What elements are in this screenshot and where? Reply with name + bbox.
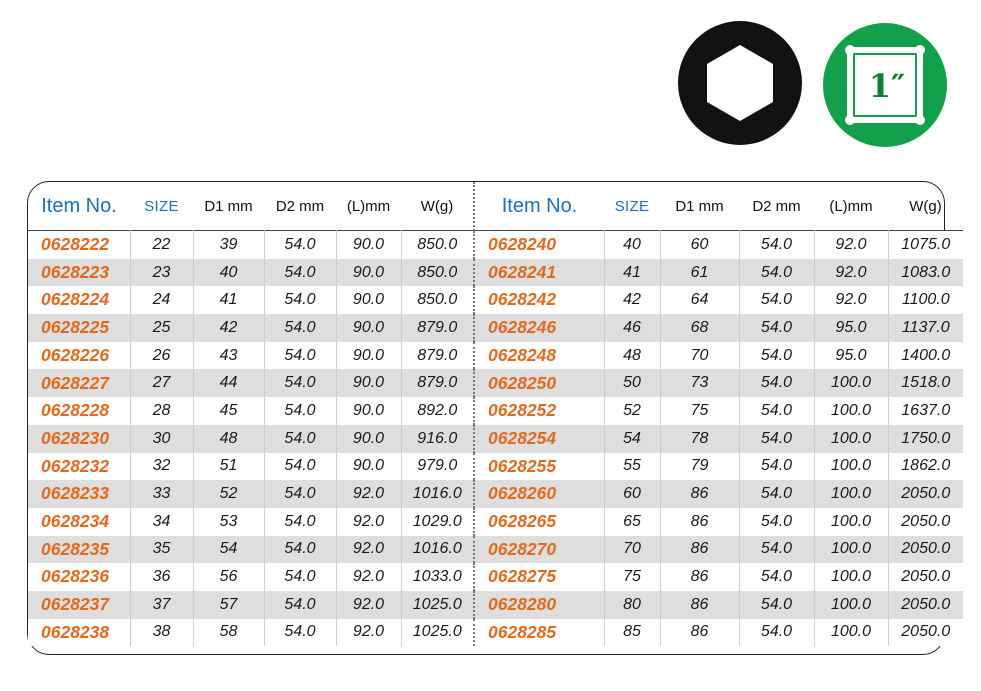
length-cell: 90.0 (336, 342, 401, 370)
d2-cell: 54.0 (264, 314, 336, 342)
weight-cell: 1029.0 (401, 508, 474, 536)
length-cell: 100.0 (814, 397, 888, 425)
d2-cell: 54.0 (264, 231, 336, 259)
length-cell: 92.0 (814, 259, 888, 287)
length-cell: 90.0 (336, 369, 401, 397)
weight-cell: 1137.0 (888, 314, 963, 342)
size-cell: 46 (604, 314, 660, 342)
size-cell: 55 (604, 453, 660, 481)
d1-cell: 61 (660, 259, 739, 287)
table-row (28, 231, 963, 259)
weight-cell: 2050.0 (888, 591, 963, 619)
weight-cell: 2050.0 (888, 508, 963, 536)
d2-cell: 54.0 (739, 591, 814, 619)
table-row (28, 508, 963, 536)
size-cell: 80 (604, 591, 660, 619)
weight-cell: 1075.0 (888, 231, 963, 259)
d1-cell: 86 (660, 619, 739, 647)
item-no-cell: 0628246 (474, 314, 604, 342)
d2-cell: 54.0 (739, 342, 814, 370)
table-row (28, 563, 963, 591)
size-cell: 32 (130, 453, 193, 481)
d1-cell: 42 (193, 314, 264, 342)
weight-cell: 2050.0 (888, 536, 963, 564)
table-row (28, 369, 963, 397)
size-cell: 26 (130, 342, 193, 370)
length-cell: 100.0 (814, 453, 888, 481)
size-cell: 36 (130, 563, 193, 591)
item-no-cell: 0628270 (474, 536, 604, 564)
weight-cell: 1025.0 (401, 619, 474, 647)
weight-cell: 1100.0 (888, 286, 963, 314)
size-cell: 22 (130, 231, 193, 259)
weight-cell: 850.0 (401, 286, 474, 314)
size-cell: 75 (604, 563, 660, 591)
item-no-cell: 0628238 (28, 619, 130, 647)
d2-cell: 54.0 (739, 619, 814, 647)
spec-table (27, 181, 951, 655)
d1-header-right: D1 mm (675, 197, 724, 215)
size-cell: 25 (130, 314, 193, 342)
d1-cell: 73 (660, 369, 739, 397)
length-cell: 90.0 (336, 453, 401, 481)
weight-cell: 1033.0 (401, 563, 474, 591)
square-drive-icon (823, 23, 947, 147)
d1-cell: 44 (193, 369, 264, 397)
table-row (28, 480, 963, 508)
d1-cell: 56 (193, 563, 264, 591)
weight-cell: 2050.0 (888, 563, 963, 591)
size-cell: 34 (130, 508, 193, 536)
length-cell: 90.0 (336, 231, 401, 259)
d2-cell: 54.0 (264, 508, 336, 536)
table-row (28, 425, 963, 453)
d1-cell: 75 (660, 397, 739, 425)
item-no-cell: 0628230 (28, 425, 130, 453)
d1-cell: 45 (193, 397, 264, 425)
d2-cell: 54.0 (264, 453, 336, 481)
item-no-cell: 0628248 (474, 342, 604, 370)
size-cell: 30 (130, 425, 193, 453)
item-no-header-right: Item No. (501, 194, 578, 217)
weight-cell: 850.0 (401, 259, 474, 287)
d2-cell: 54.0 (264, 536, 336, 564)
item-no-cell: 0628242 (474, 286, 604, 314)
item-no-cell: 0628250 (474, 369, 604, 397)
d1-cell: 86 (660, 480, 739, 508)
item-no-cell: 0628234 (28, 508, 130, 536)
d1-cell: 43 (193, 342, 264, 370)
weight-cell: 1637.0 (888, 397, 963, 425)
size-header-left: SIZE (144, 197, 179, 215)
item-no-cell: 0628280 (474, 591, 604, 619)
length-cell: 92.0 (336, 480, 401, 508)
length-cell: 100.0 (814, 563, 888, 591)
d2-cell: 54.0 (739, 508, 814, 536)
d2-cell: 54.0 (264, 480, 336, 508)
length-cell: 100.0 (814, 425, 888, 453)
item-no-cell: 0628223 (28, 259, 130, 287)
item-no-cell: 0628252 (474, 397, 604, 425)
size-cell: 70 (604, 536, 660, 564)
length-header-right: (L)mm (829, 197, 873, 215)
size-cell: 40 (604, 231, 660, 259)
length-cell: 90.0 (336, 425, 401, 453)
length-cell: 100.0 (814, 536, 888, 564)
d1-cell: 40 (193, 259, 264, 287)
item-no-cell: 0628222 (28, 231, 130, 259)
table-row (28, 259, 963, 287)
item-no-cell: 0628226 (28, 342, 130, 370)
d1-cell: 53 (193, 508, 264, 536)
length-cell: 90.0 (336, 286, 401, 314)
d2-cell: 54.0 (739, 425, 814, 453)
d2-cell: 54.0 (264, 563, 336, 591)
d1-cell: 58 (193, 619, 264, 647)
d1-cell: 39 (193, 231, 264, 259)
size-header-right: SIZE (614, 197, 650, 215)
item-no-cell: 0628233 (28, 480, 130, 508)
weight-cell: 979.0 (401, 453, 474, 481)
item-no-cell: 0628237 (28, 591, 130, 619)
table-header-row (28, 182, 963, 231)
d2-cell: 54.0 (739, 453, 814, 481)
d1-cell: 48 (193, 425, 264, 453)
d1-cell: 54 (193, 536, 264, 564)
d1-cell: 41 (193, 286, 264, 314)
item-no-cell: 0628236 (28, 563, 130, 591)
size-cell: 38 (130, 619, 193, 647)
d1-cell: 70 (660, 342, 739, 370)
length-cell: 92.0 (336, 563, 401, 591)
weight-cell: 1400.0 (888, 342, 963, 370)
length-cell: 100.0 (814, 369, 888, 397)
size-cell: 50 (604, 369, 660, 397)
length-cell: 92.0 (336, 619, 401, 647)
table-row (28, 453, 963, 481)
length-cell: 92.0 (814, 286, 888, 314)
d1-cell: 86 (660, 536, 739, 564)
length-cell: 100.0 (814, 480, 888, 508)
weight-cell: 1025.0 (401, 591, 474, 619)
weight-cell: 879.0 (401, 342, 474, 370)
d2-cell: 54.0 (264, 286, 336, 314)
length-cell: 90.0 (336, 259, 401, 287)
size-cell: 41 (604, 259, 660, 287)
item-no-cell: 0628241 (474, 259, 604, 287)
weight-cell: 879.0 (401, 314, 474, 342)
d2-cell: 54.0 (739, 563, 814, 591)
d2-cell: 54.0 (264, 342, 336, 370)
size-cell: 52 (604, 397, 660, 425)
weight-cell: 1518.0 (888, 369, 963, 397)
item-no-cell: 0628240 (474, 231, 604, 259)
d2-cell: 54.0 (739, 286, 814, 314)
size-cell: 23 (130, 259, 193, 287)
size-cell: 28 (130, 397, 193, 425)
d1-cell: 78 (660, 425, 739, 453)
d2-cell: 54.0 (264, 397, 336, 425)
d1-cell: 68 (660, 314, 739, 342)
size-cell: 27 (130, 369, 193, 397)
d2-cell: 54.0 (739, 480, 814, 508)
d2-cell: 54.0 (739, 231, 814, 259)
d1-cell: 60 (660, 231, 739, 259)
table-body (28, 231, 963, 647)
length-cell: 95.0 (814, 342, 888, 370)
item-no-cell: 0628235 (28, 536, 130, 564)
spec-table-grid (28, 182, 963, 646)
weight-cell: 1083.0 (888, 259, 963, 287)
length-cell: 90.0 (336, 314, 401, 342)
size-cell: 37 (130, 591, 193, 619)
d2-cell: 54.0 (264, 425, 336, 453)
item-no-cell: 0628225 (28, 314, 130, 342)
weight-cell: 879.0 (401, 369, 474, 397)
length-cell: 95.0 (814, 314, 888, 342)
d2-cell: 54.0 (739, 314, 814, 342)
d1-cell: 79 (660, 453, 739, 481)
d1-cell: 86 (660, 591, 739, 619)
item-no-cell: 0628285 (474, 619, 604, 647)
item-no-cell: 0628275 (474, 563, 604, 591)
weight-cell: 850.0 (401, 231, 474, 259)
table-row (28, 397, 963, 425)
length-cell: 100.0 (814, 619, 888, 647)
length-cell: 92.0 (336, 508, 401, 536)
weight-cell: 916.0 (401, 425, 474, 453)
item-no-header-left: Item No. (41, 194, 117, 217)
d2-cell: 54.0 (739, 369, 814, 397)
weight-cell: 2050.0 (888, 619, 963, 647)
length-cell: 92.0 (336, 536, 401, 564)
length-cell: 100.0 (814, 508, 888, 536)
item-no-cell: 0628224 (28, 286, 130, 314)
item-no-cell: 0628260 (474, 480, 604, 508)
item-no-cell: 0628227 (28, 369, 130, 397)
d1-cell: 57 (193, 591, 264, 619)
size-cell: 65 (604, 508, 660, 536)
size-cell: 85 (604, 619, 660, 647)
item-no-cell: 0628228 (28, 397, 130, 425)
drive-size-label: 1″ (868, 67, 906, 105)
d2-cell: 54.0 (264, 619, 336, 647)
d1-cell: 64 (660, 286, 739, 314)
table-row (28, 286, 963, 314)
size-cell: 42 (604, 286, 660, 314)
d2-cell: 54.0 (739, 397, 814, 425)
length-cell: 92.0 (336, 591, 401, 619)
size-cell: 54 (604, 425, 660, 453)
d2-cell: 54.0 (739, 536, 814, 564)
weight-header-right: W(g) (909, 197, 942, 215)
length-cell: 92.0 (814, 231, 888, 259)
item-no-cell: 0628232 (28, 453, 130, 481)
weight-cell: 892.0 (401, 397, 474, 425)
d1-header-left: D1 mm (204, 197, 253, 215)
d2-cell: 54.0 (264, 369, 336, 397)
table-row (28, 536, 963, 564)
size-cell: 35 (130, 536, 193, 564)
weight-cell: 1016.0 (401, 480, 474, 508)
weight-cell: 1016.0 (401, 536, 474, 564)
length-cell: 90.0 (336, 397, 401, 425)
d1-cell: 86 (660, 563, 739, 591)
d2-cell: 54.0 (264, 259, 336, 287)
d2-header-right: D2 mm (752, 197, 801, 215)
length-cell: 100.0 (814, 591, 888, 619)
length-header-left: (L)mm (346, 197, 391, 215)
d1-cell: 51 (193, 453, 264, 481)
item-no-cell: 0628255 (474, 453, 604, 481)
table-row (28, 591, 963, 619)
weight-header-left: W(g) (401, 182, 474, 231)
d2-cell: 54.0 (739, 259, 814, 287)
item-no-cell: 0628265 (474, 508, 604, 536)
size-cell: 60 (604, 480, 660, 508)
weight-cell: 2050.0 (888, 480, 963, 508)
table-row (28, 342, 963, 370)
item-no-cell: 0628254 (474, 425, 604, 453)
size-cell: 48 (604, 342, 660, 370)
table-row (28, 619, 963, 647)
table-row (28, 314, 963, 342)
d1-cell: 86 (660, 508, 739, 536)
d2-header-left: D2 mm (275, 197, 325, 215)
d2-cell: 54.0 (264, 591, 336, 619)
hex-socket-icon (678, 21, 802, 145)
weight-cell: 1862.0 (888, 453, 963, 481)
weight-cell: 1750.0 (888, 425, 963, 453)
size-cell: 24 (130, 286, 193, 314)
size-cell: 33 (130, 480, 193, 508)
d1-cell: 52 (193, 480, 264, 508)
